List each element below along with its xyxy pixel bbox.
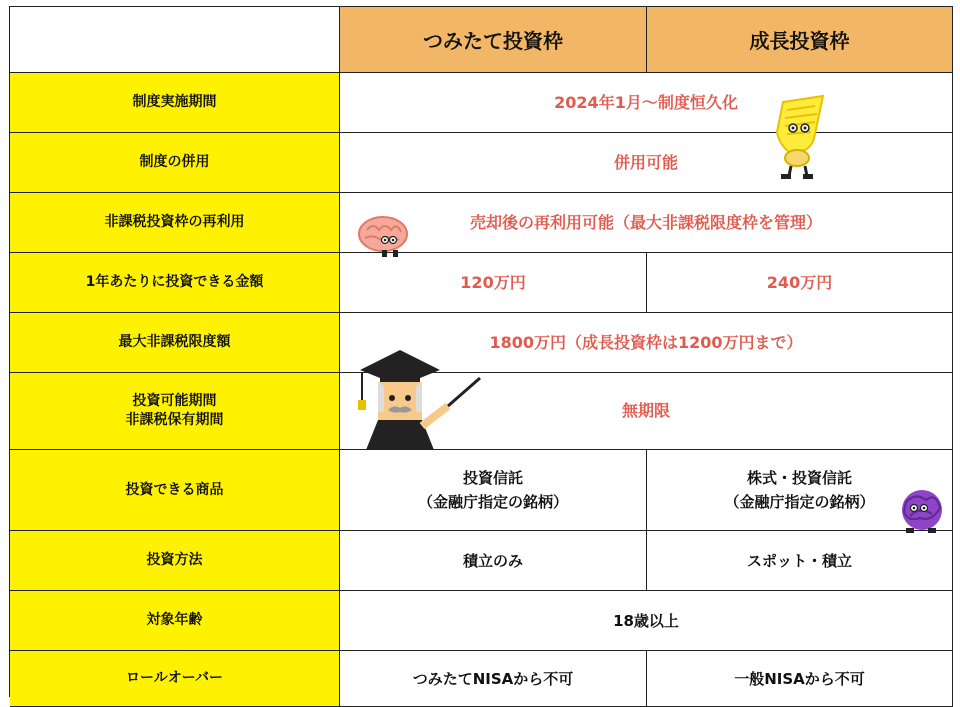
row-label-annual-amount: 1年あたりに投資できる金額 (10, 253, 340, 313)
row-label-holding-period: 投資可能期間 非課税保有期間 (10, 373, 340, 450)
column-header-tsumitate: つみたて投資枠 (340, 7, 647, 73)
value-max-limit: 1800万円（成長投資枠は1200万円まで） (340, 313, 953, 373)
column-header-seicho: 成長投資枠 (647, 7, 953, 73)
value-period: 2024年1月〜制度恒久化 (340, 73, 953, 133)
value-reuse: 売却後の再利用可能（最大非課税限度枠を管理） (340, 193, 953, 253)
value-rollover-seicho: 一般NISAから不可 (647, 651, 953, 707)
row-label-period: 制度実施期間 (10, 73, 340, 133)
nisa-comparison-table (9, 6, 953, 697)
row-label-max-limit: 最大非課税限度額 (10, 313, 340, 373)
value-products-tsumitate: 投資信託 （金融庁指定の銘柄） (340, 450, 647, 531)
value-annual-tsumitate: 120万円 (340, 253, 647, 313)
value-method-seicho: スポット・積立 (647, 531, 953, 591)
row-label-products: 投資できる商品 (10, 450, 340, 531)
row-label-age: 対象年齢 (10, 591, 340, 651)
value-age: 18歳以上 (340, 591, 953, 651)
row-label-combined-use: 制度の併用 (10, 133, 340, 193)
row-label-method: 投資方法 (10, 531, 340, 591)
row-label-reuse: 非課税投資枠の再利用 (10, 193, 340, 253)
value-annual-seicho: 240万円 (647, 253, 953, 313)
value-products-seicho: 株式・投資信託 （金融庁指定の銘柄） (647, 450, 953, 531)
value-rollover-tsumitate: つみたてNISAから不可 (340, 651, 647, 707)
value-combined-use: 併用可能 (340, 133, 953, 193)
header-corner-cell (10, 7, 340, 73)
row-label-rollover: ロールオーバー (10, 651, 340, 707)
value-method-tsumitate: 積立のみ (340, 531, 647, 591)
value-holding-period: 無期限 (340, 373, 953, 450)
